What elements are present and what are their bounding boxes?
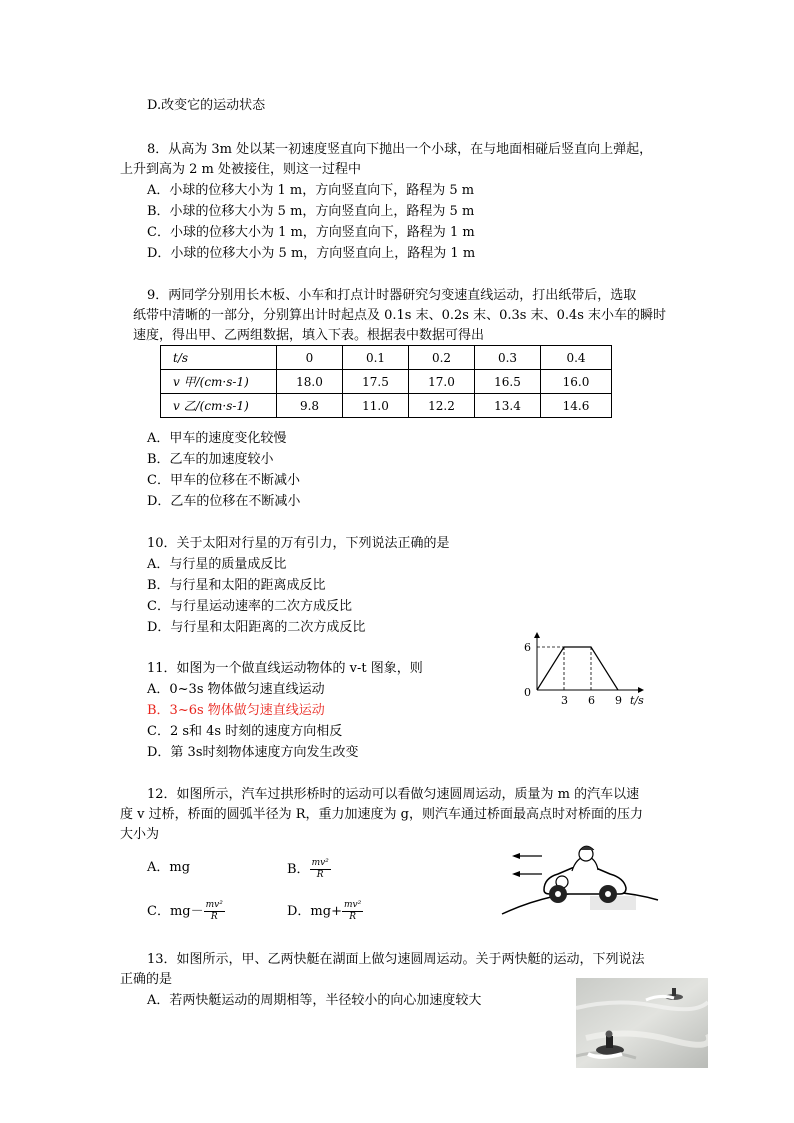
q8-option-b: B．小球的位移大小为 5 m，方向竖直向上，路程为 5 m (147, 204, 475, 219)
velocity-data-table (160, 345, 612, 418)
q13-stem-line2: 正确的是 (120, 972, 173, 987)
q12-stem-line3: 大小为 (120, 827, 160, 842)
x-axis-arrow (638, 687, 644, 693)
q9-option-c: C．甲车的位移在不断减小 (147, 473, 300, 488)
q11-option-d: D．第 3s时刻物体速度方向发生改变 (147, 745, 359, 760)
q10-stem: 10．关于太阳对行星的万有引力，下列说法正确的是 (147, 536, 450, 551)
table-cell: 16.5 (475, 370, 541, 394)
fraction-numerator: mv² (343, 900, 362, 910)
q10-option-a: A．与行星的质量成反比 (147, 557, 287, 572)
x-tick-label: 9 (615, 694, 622, 707)
q12-stem-line2: 度 v 过桥，桥面的圆弧半径为 R，重力加速度为 g，则汽车通过桥面最高点时对桥面的压力 (120, 807, 643, 822)
q9-stem-line2: 纸带中清晰的一部分，分别算出计时起点及 0.1s 末、0.2s 末、0.3s 末、0.4s 末小车的瞬时 (133, 308, 667, 323)
table-cell: t/s (161, 346, 277, 370)
table-cell: 9.8 (277, 394, 343, 418)
table-cell: 0.3 (475, 346, 541, 370)
x-axis-label: t/s (630, 694, 644, 707)
table-cell: 17.5 (343, 370, 409, 394)
fraction-numerator: mv² (311, 858, 329, 868)
vt-graph (515, 628, 675, 708)
lake-photo-image (576, 978, 708, 1068)
q8-option-a: A．小球的位移大小为 1 m，方向竖直向下，路程为 5 m (147, 183, 475, 198)
car-icon (544, 846, 626, 903)
q8-stem-line1: 8．从高为 3m 处以某一初速度竖直向下抛出一个小球，在与地面相碰后竖直向上弹起， (147, 142, 653, 157)
table-cell: v 乙/(cm·s-1) (161, 394, 277, 418)
fraction (310, 858, 331, 881)
arrow-left-icon (512, 853, 520, 859)
origin-label: 0 (524, 686, 531, 699)
q9-option-d: D．乙车的位移在不断减小 (147, 494, 301, 509)
fraction-denominator: R (210, 912, 218, 922)
q13-option-a: A．若两快艇运动的周期相等，半径较小的向心加速度较大 (147, 993, 482, 1008)
table-cell: 14.6 (541, 394, 612, 418)
fraction (342, 900, 363, 923)
q13-stem-line1: 13．如图所示，甲、乙两快艇在湖面上做匀速圆周运动。关于两快艇的运动，下列说法 (147, 952, 645, 967)
fraction-denominator: R (316, 870, 324, 880)
q10-option-d: D．与行星和太阳距离的二次方成反比 (147, 620, 366, 635)
q10-option-b: B．与行星和太阳的距离成反比 (147, 578, 326, 593)
table-cell: 12.2 (409, 394, 475, 418)
table-cell: 11.0 (343, 394, 409, 418)
fraction (204, 900, 225, 923)
table-row (161, 370, 612, 394)
q7-option-d: D.改变它的运动状态 (147, 98, 266, 113)
q12-option-c (147, 900, 225, 923)
table-cell: 17.0 (409, 370, 475, 394)
table-cell: v 甲/(cm·s-1) (161, 370, 277, 394)
table-cell: 13.4 (475, 394, 541, 418)
q12-option-d-label: D．mg+ (287, 904, 342, 919)
fraction-numerator: mv² (205, 900, 223, 910)
y-tick-label: 6 (524, 641, 531, 654)
arrow-left-icon (512, 871, 520, 877)
table-cell: 18.0 (277, 370, 343, 394)
q9-option-b: B．乙车的加速度较小 (147, 452, 274, 467)
fraction-denominator: R (349, 912, 356, 922)
vt-series-line (537, 647, 618, 690)
q12-option-b (287, 858, 331, 881)
speedboats-photo (576, 978, 708, 1068)
table-row (161, 394, 612, 418)
table-cell: 0.4 (541, 346, 612, 370)
table-header-row (161, 346, 612, 370)
q12-stem-line1: 12．如图所示，汽车过拱形桥时的运动可以看做匀速圆周运动，质量为 m 的汽车以速 (147, 787, 640, 802)
q8-option-c: C．小球的位移大小为 1 m，方向竖直向下，路程为 1 m (147, 225, 475, 240)
q11-option-a: A．0~3s 物体做匀速直线运动 (147, 682, 325, 697)
x-tick-label: 6 (588, 694, 595, 707)
q9-option-a: A．甲车的速度变化较慢 (147, 431, 287, 446)
table-cell: 0 (277, 346, 343, 370)
q10-option-c: C．与行星运动速率的二次方成反比 (147, 599, 352, 614)
q8-option-d: D．小球的位移大小为 5 m，方向竖直向上，路程为 1 m (147, 246, 476, 261)
table-cell: 0.2 (409, 346, 475, 370)
q11-option-b-highlighted: B．3~6s 物体做匀速直线运动 (147, 703, 325, 718)
y-axis-arrow (534, 632, 540, 638)
table-cell: 0.1 (343, 346, 409, 370)
table-cell: 16.0 (541, 370, 612, 394)
q12-option-c-label: C．mg－ (147, 904, 204, 919)
q9-stem-line3: 速度，得出甲、乙两组数据，填入下表。根据表中数据可得出 (133, 328, 485, 343)
x-tick-label: 3 (561, 694, 568, 707)
q12-option-a: A．mg (147, 860, 191, 875)
q9-stem-line1: 9．两同学分别用长木板、小车和打点计时器研究匀变速直线运动，打出纸带后，选取 (147, 288, 637, 303)
q12-option-d (287, 900, 363, 923)
q11-option-c: C．2 s和 4s 时刻的速度方向相反 (147, 724, 343, 739)
car-on-bridge-illustration (500, 838, 660, 918)
q8-stem-line2: 上升到高为 2 m 处被接住，则这一过程中 (120, 162, 361, 177)
q11-stem: 11．如图为一个做直线运动物体的 v-t 图象，则 (147, 661, 423, 676)
q12-option-b-label: B． (287, 862, 310, 877)
